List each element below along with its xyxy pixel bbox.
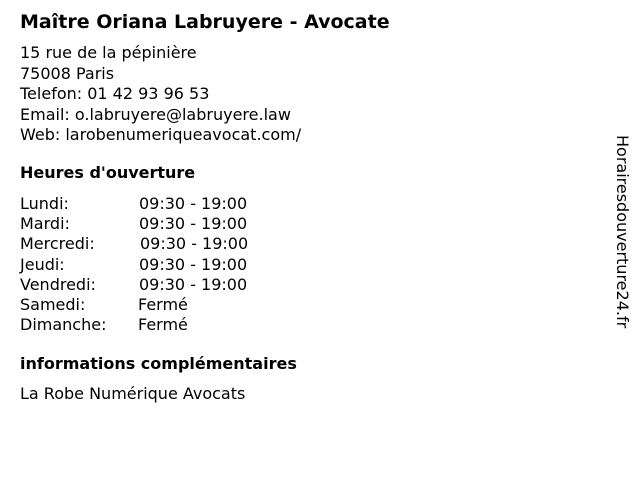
additional-info-heading: informations complémentaires bbox=[20, 354, 297, 373]
address-line-street: 15 rue de la pépinière bbox=[20, 43, 197, 62]
hours-row-tuesday bbox=[20, 214, 320, 234]
hours-value: Fermé bbox=[138, 315, 188, 335]
business-card bbox=[20, 0, 600, 480]
email-line: Email: o.labruyere@labruyere.law bbox=[20, 104, 291, 124]
day-label: Dimanche: bbox=[20, 315, 107, 335]
day-label: Jeudi: bbox=[20, 254, 65, 274]
hours-value: 09:30 - 19:00 bbox=[139, 194, 248, 213]
day-label: Mercredi: bbox=[20, 234, 95, 254]
hours-row-friday bbox=[20, 275, 320, 295]
opening-hours-heading: Heures d'ouverture bbox=[20, 163, 196, 182]
contact-details bbox=[20, 43, 301, 146]
hours-row-monday bbox=[20, 194, 320, 214]
hours-value: Fermé bbox=[138, 294, 188, 314]
hours-row-wednesday bbox=[20, 234, 320, 254]
day-label: Samedi: bbox=[20, 294, 86, 314]
web-line: Web: larobenumeriqueavocat.com/ bbox=[20, 125, 302, 144]
hours-row-saturday bbox=[20, 295, 320, 315]
hours-value: 09:30 - 19:00 bbox=[140, 234, 249, 254]
day-label: Mardi: bbox=[20, 214, 70, 234]
hours-row-sunday bbox=[20, 315, 320, 335]
day-label: Lundi: bbox=[20, 194, 69, 213]
opening-hours-list bbox=[20, 194, 320, 335]
site-watermark: Horairesdouverture24.fr bbox=[613, 135, 632, 329]
hours-value: 09:30 - 19:00 bbox=[139, 274, 248, 294]
hours-value: 09:30 - 19:00 bbox=[139, 254, 248, 274]
business-title: Maître Oriana Labruyere - Avocate bbox=[20, 11, 390, 33]
hours-value: 09:30 - 19:00 bbox=[139, 214, 248, 234]
phone-line: Telefon: 01 42 93 96 53 bbox=[20, 84, 210, 103]
day-label: Vendredi: bbox=[20, 274, 96, 294]
additional-info-text: La Robe Numérique Avocats bbox=[20, 384, 246, 403]
address-line-city: 75008 Paris bbox=[20, 63, 115, 83]
hours-row-thursday bbox=[20, 255, 320, 275]
